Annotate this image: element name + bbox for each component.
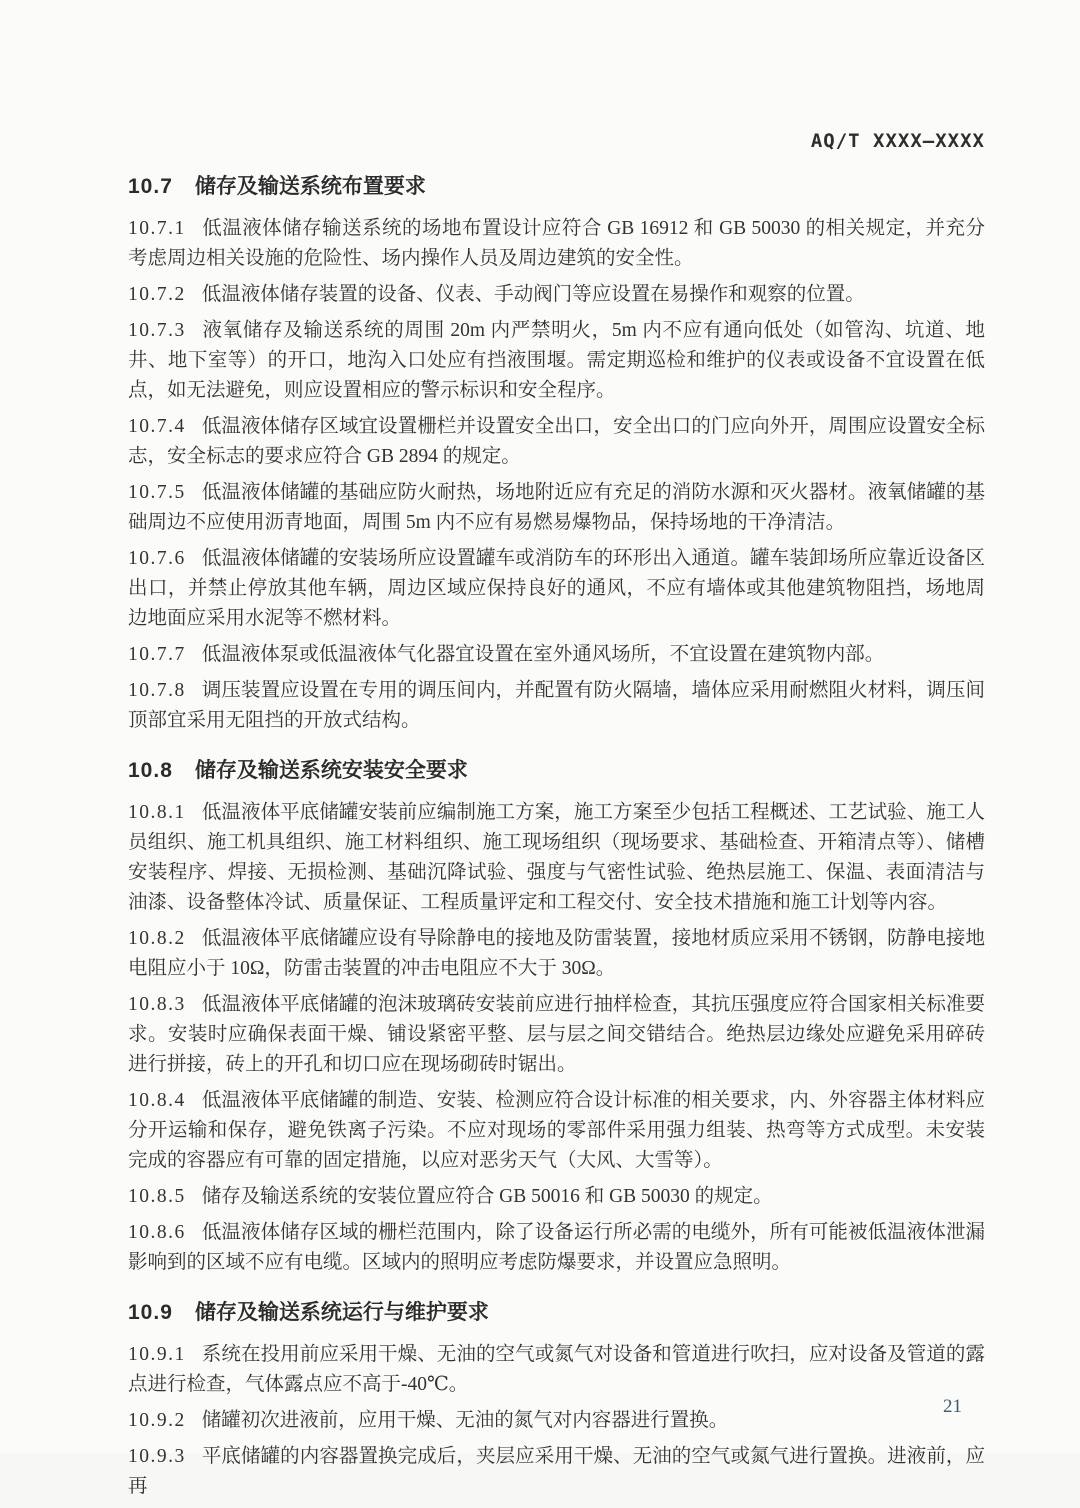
clause-10-9-3	[128, 1442, 985, 1502]
clause-number: 10.7.3	[128, 320, 186, 341]
clause-10-7-6	[128, 544, 985, 634]
clause-text: 调压装置应设置在专用的调压间内，并配置有防火隔墙，墙体应采用耐燃阻火材料，调压间顶部宜采用无阻挡的开放式结构。	[128, 680, 985, 731]
clause-text: 低温液体储罐的安装场所应设置罐车或消防车的环形出入通道。罐车装卸场所应靠近设备区出口，并禁止停放其他车辆，周边区域应保持良好的通风，不应有墙体或其他建筑物阻挡，场地周边地面应采用水泥等不燃材料。	[128, 548, 985, 629]
document-content	[128, 130, 985, 1508]
clause-10-7-4	[128, 412, 985, 472]
section-heading-10-7	[128, 174, 985, 200]
clause-number: 10.7.6	[128, 548, 186, 569]
clause-number: 10.8.6	[128, 1222, 186, 1243]
section-number: 10.8	[128, 759, 173, 782]
clause-10-9-1	[128, 1340, 985, 1400]
section-title: 储存及输送系统布置要求	[194, 175, 426, 198]
clause-number: 10.9.3	[128, 1446, 186, 1467]
clause-number: 10.7.2	[128, 284, 186, 305]
clause-text: 低温液体泵或低温液体气化器宜设置在室外通风场所，不宜设置在建筑物内部。	[201, 644, 885, 665]
clause-number: 10.7.5	[128, 482, 186, 503]
clause-text: 储罐初次进液前，应用干燥、无油的氮气对内容器进行置换。	[201, 1410, 729, 1431]
clause-number: 10.7.8	[128, 680, 186, 701]
standard-code-header: AQ/T XXXX—XXXX	[810, 130, 985, 152]
clause-number: 10.8.2	[128, 928, 186, 949]
clause-10-8-6	[128, 1218, 985, 1278]
clause-text: 低温液体储存区域的栅栏范围内，除了设备运行所必需的电缆外，所有可能被低温液体泄漏影响到的区域不应有电缆。区域内的照明应考虑防爆要求，并设置应急照明。	[128, 1222, 985, 1273]
section-title: 储存及输送系统安装安全要求	[194, 759, 468, 782]
clause-10-8-3	[128, 990, 985, 1080]
clause-10-7-2	[128, 280, 985, 310]
section-heading-10-9	[128, 1300, 985, 1326]
clause-number: 10.9.2	[128, 1410, 186, 1431]
clause-10-8-5	[128, 1182, 985, 1212]
clause-text: 储存及输送系统的安装位置应符合 GB 50016 和 GB 50030 的规定。	[201, 1186, 773, 1207]
clause-text: 低温液体平底储罐安装前应编制施工方案，施工方案至少包括工程概述、工艺试验、施工人员组织、施工机具组织、施工材料组织、施工现场组织（现场要求、基础检查、开箱清点等）、储槽安装程序、焊接、无损检测、基础沉降试验、强度与气密性试验、绝热层施工、保温、表面清洁与油漆、设备整体冷试、质量保证、工程质量评定和工程交付、安全技术措施和施工计划等内容。	[128, 802, 985, 913]
clause-10-7-8	[128, 676, 985, 736]
clause-text: 低温液体储罐的基础应防火耐热，场地附近应有充足的消防水源和灭火器材。液氧储罐的基础周边不应使用沥青地面，周围 5m 内不应有易燃易爆物品，保持场地的干净清洁。	[128, 482, 985, 533]
clause-10-7-5	[128, 478, 985, 538]
clause-10-8-4	[128, 1086, 985, 1176]
clause-10-7-7	[128, 640, 985, 670]
clause-text: 低温液体平底储罐的制造、安装、检测应符合设计标准的相关要求，内、外容器主体材料应分开运输和保存，避免铁离子污染。不应对现场的零部件采用强力组装、热弯等方式成型。未安装完成的容器应有可靠的固定措施，以应对恶劣天气（大风、大雪等）。	[128, 1090, 985, 1171]
clause-text: 低温液体储存输送系统的场地布置设计应符合 GB 16912 和 GB 50030 的相关规定，并充分考虑周边相关设施的危险性、场内操作人员及周边建筑的安全性。	[128, 218, 985, 269]
clause-text: 液氧储存及输送系统的周围 20m 内严禁明火，5m 内不应有通向低处（如管沟、坑道、地井、地下室等）的开口，地沟入口处应有挡液围堰。需定期巡检和维护的仪表或设备不宜设置在低点，如无法避免，则应设置相应的警示标识和安全程序。	[128, 320, 985, 401]
clause-text: 低温液体平底储罐应设有导除静电的接地及防雷装置，接地材质应采用不锈钢，防静电接地电阻应小于 10Ω，防雷击装置的冲击电阻应不大于 30Ω。	[128, 928, 985, 979]
clause-number: 10.8.5	[128, 1186, 186, 1207]
clause-text: 系统在投用前应采用干燥、无油的空气或氮气对设备和管道进行吹扫，应对设备及管道的露点进行检查，气体露点应不高于-40℃。	[128, 1344, 985, 1395]
clause-text: 低温液体平底储罐的泡沫玻璃砖安装前应进行抽样检查，其抗压强度应符合国家相关标准要求。安装时应确保表面干燥、铺设紧密平整、层与层之间交错结合。绝热层边缘处应避免采用碎砖进行拼接，砖上的开孔和切口应在现场砌砖时锯出。	[128, 994, 985, 1075]
clause-text: 平底储罐的内容器置换完成后，夹层应采用干燥、无油的空气或氮气进行置换。进液前，应再	[128, 1446, 985, 1497]
clause-number: 10.7.1	[128, 218, 186, 239]
clause-10-8-2	[128, 924, 985, 984]
clause-number: 10.8.4	[128, 1090, 186, 1111]
section-number: 10.9	[128, 1301, 173, 1324]
clause-number: 10.7.7	[128, 644, 186, 665]
clause-text: 低温液体储存装置的设备、仪表、手动阀门等应设置在易操作和观察的位置。	[201, 284, 865, 305]
clause-10-7-1	[128, 214, 985, 274]
section-title: 储存及输送系统运行与维护要求	[194, 1301, 489, 1324]
page-number: 21	[943, 1396, 962, 1417]
clause-text: 低温液体储存区域宜设置栅栏并设置安全出口，安全出口的门应向外开，周围应设置安全标志，安全标志的要求应符合 GB 2894 的规定。	[128, 416, 985, 467]
clause-10-8-1	[128, 798, 985, 918]
clause-number: 10.8.1	[128, 802, 186, 823]
section-heading-10-8	[128, 758, 985, 784]
clause-number: 10.8.3	[128, 994, 186, 1015]
clause-number: 10.7.4	[128, 416, 186, 437]
clause-10-9-2	[128, 1406, 985, 1436]
section-number: 10.7	[128, 175, 173, 198]
clause-10-7-3	[128, 316, 985, 406]
clause-number: 10.9.1	[128, 1344, 186, 1365]
